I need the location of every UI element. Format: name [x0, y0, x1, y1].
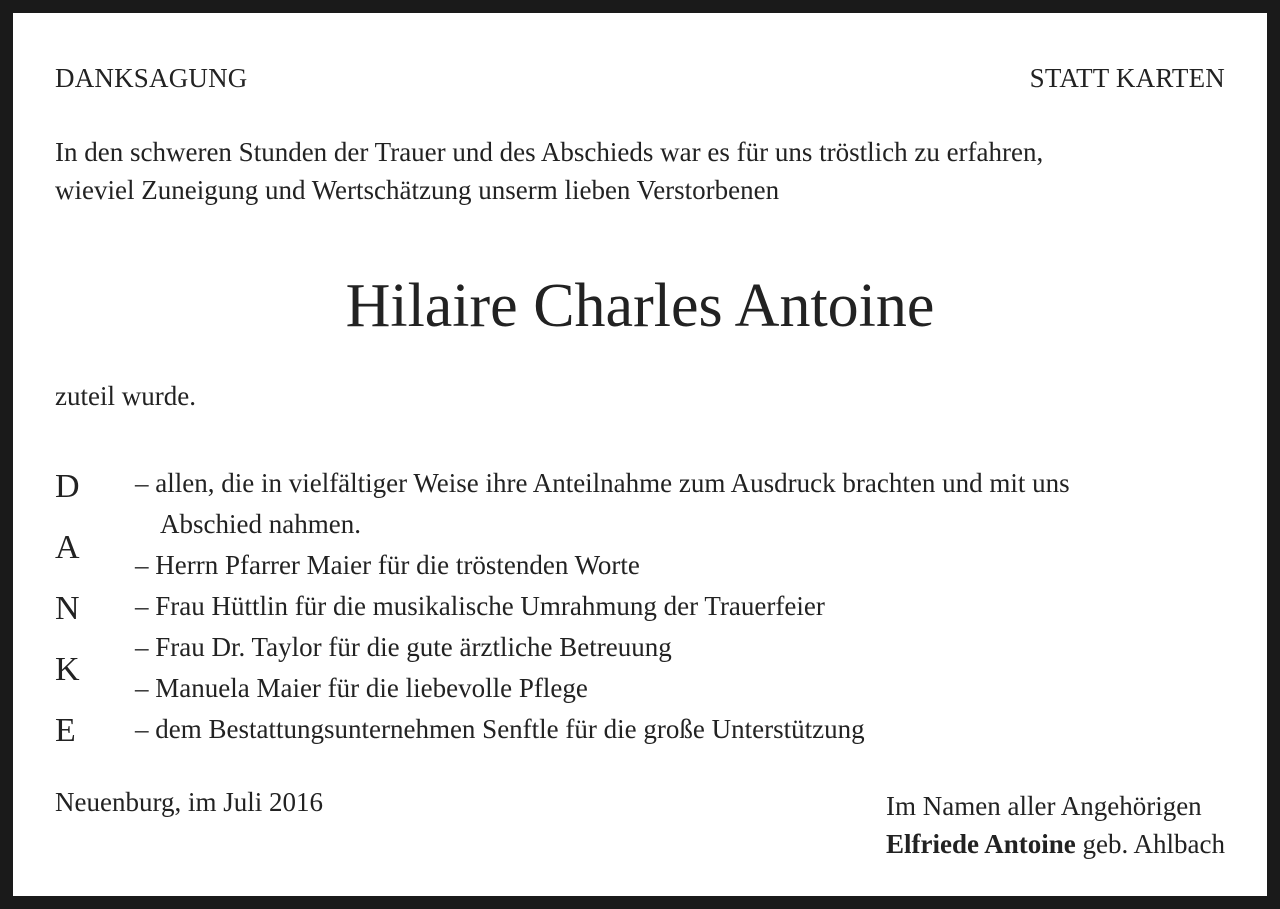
header-statt-karten: STATT KARTEN: [1029, 63, 1225, 93]
signature-line-1: Im Namen aller Angehörigen: [886, 791, 1202, 821]
deceased-name: Hilaire Charles Antoine: [345, 272, 935, 340]
acrostic-letter-a: A: [55, 529, 80, 566]
acrostic-letter-n: N: [55, 590, 80, 627]
thanks-list: [135, 463, 1070, 750]
thanks-item-pfarrer: – Herrn Pfarrer Maier für die tröstenden Worte: [135, 550, 640, 580]
signature-line-2: [886, 825, 1225, 863]
danke-acrostic: [55, 465, 95, 770]
acrostic-letter-k: K: [55, 651, 80, 688]
thanks-item-allen: – allen, die in vielfältiger Weise ihre Anteilnahme zum Ausdruck brachten und mit uns: [135, 468, 1070, 498]
header-danksagung: DANKSAGUNG: [55, 63, 248, 93]
closing-phrase: zuteil wurde.: [55, 381, 196, 411]
signature-block: [886, 787, 1225, 863]
thanks-item-allen-continued: Abschied nahmen.: [160, 509, 361, 539]
acrostic-letter-e: E: [55, 712, 76, 749]
thanks-item-huettlin: – Frau Hüttlin für die musikalische Umrahmung der Trauerfeier: [135, 591, 825, 621]
thanks-item-manuela: – Manuela Maier für die liebevolle Pflege: [135, 673, 588, 703]
thanks-item-taylor: – Frau Dr. Taylor für die gute ärztliche Betreuung: [135, 632, 672, 662]
intro-line-2: wieviel Zuneigung und Wertschätzung unserm lieben Verstorbenen: [55, 175, 780, 205]
signature-suffix: geb. Ahlbach: [1075, 829, 1225, 859]
place-date: Neuenburg, im Juli 2016: [55, 787, 323, 817]
intro-line-1: In den schweren Stunden der Trauer und des Abschieds war es für uns tröstlich zu erfahren,: [55, 137, 1044, 167]
intro-text: [55, 133, 1043, 209]
obituary-card: [13, 13, 1267, 896]
acrostic-letter-d: D: [55, 468, 80, 505]
thanks-item-senftle: – dem Bestattungsunternehmen Senftle für die große Unterstützung: [135, 714, 865, 744]
signature-name: Elfriede Antoine: [886, 829, 1076, 859]
